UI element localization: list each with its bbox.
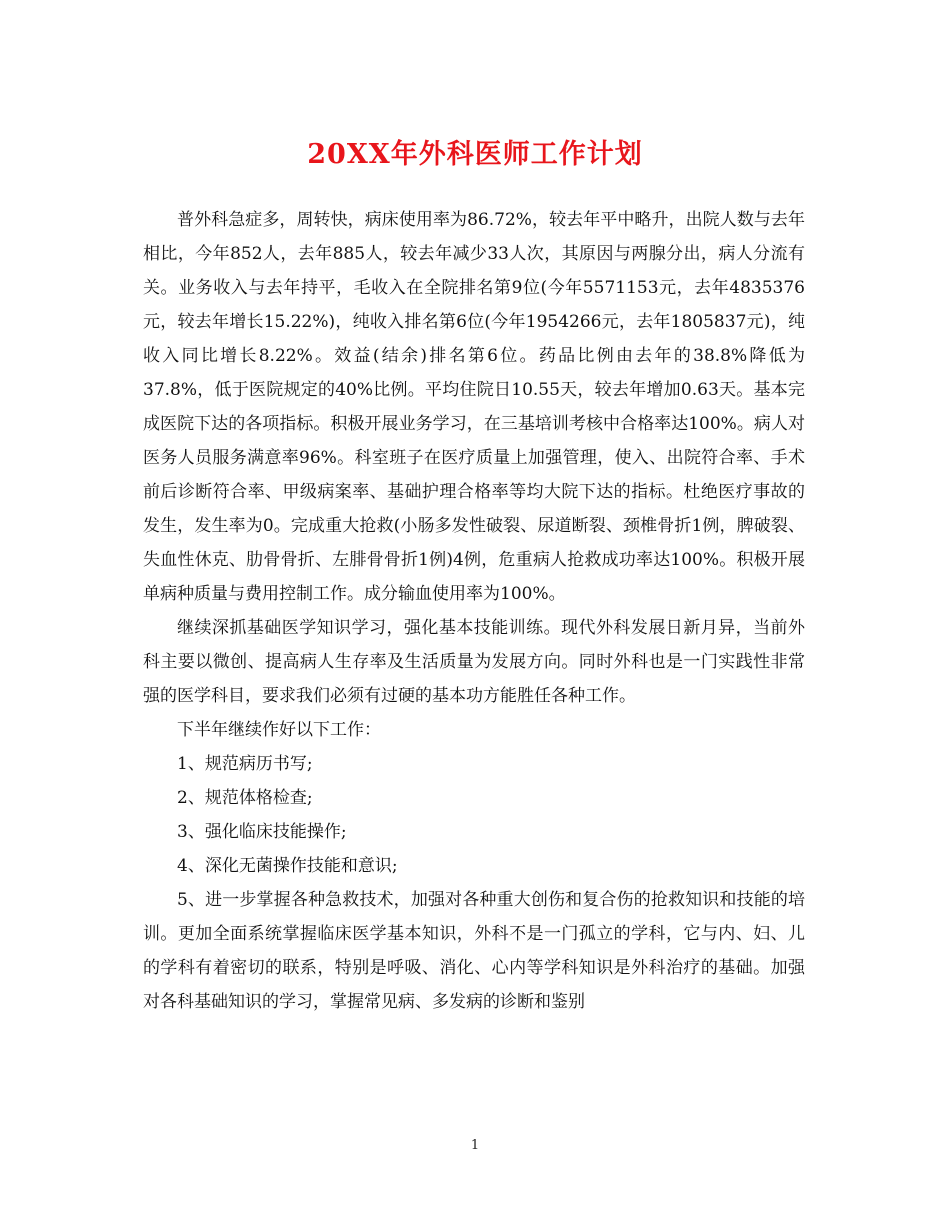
paragraph-performance-summary: 普外科急症多，周转快，病床使用率为86.72%，较去年平中略升，出院人数与去年相比，今年852人，去年885人，较去年减少33人次，其原因与两腺分出，病人分流有关。业务收入与去年持平，毛收入在全院排名第9位(今年5571153元，去年4835376元，较去年增长15.22%)，纯收入排名第6位(今年1954266元，去年1805837元)，纯收入同比增长8.22%。效益(结余)排名第6位。药品比例由去年的38.8%降低为37.8%，低于医院规定的40%比例。平均住院日10.55天，较去年增加0.63天。基本完成医院下达的各项指标。积极开展业务学习，在三基培训考核中合格率达100%。病人对医务人员服务满意率96%。科室班子在医疗质量上加强管理，使入、出院符合率、手术前后诊断符合率、甲级病案率、基础护理合格率等均大院下达的指标。杜绝医疗事故的发生，发生率为0。完成重大抢救(小肠多发性破裂、尿道断裂、颈椎骨折1例，脾破裂、失血性休克、肋骨骨折、左腓骨骨折1例)4例，危重病人抢救成功率达100%。积极开展单病种质量与费用控制工作。成分输血使用率为100%。: [143, 210, 805, 604]
list-item-3: 3、强化临床技能操作;: [177, 822, 347, 842]
list-item-4: 4、深化无菌操作技能和意识;: [177, 856, 398, 876]
document-body: [143, 203, 805, 1019]
document-title: 20XX年外科医师工作计划: [307, 139, 643, 170]
paragraph-basic-skills: 继续深抓基础医学知识学习，强化基本技能训练。现代外科发展日新月异，当前外科主要以微创、提高病人生存率及生活质量为发展方向。同时外科也是一门实践性非常强的医学科目，要求我们必须有过硬的基本功方能胜任各种工作。: [143, 618, 805, 706]
list-item-2: 2、规范体格检查;: [177, 788, 313, 808]
list-item-5: 5、进一步掌握各种急救技术，加强对各种重大创伤和复合伤的抢救知识和技能的培训。更加全面系统掌握临床医学基本知识，外科不是一门孤立的学科，它与内、妇、儿的学科有着密切的联系，特别是呼吸、消化、心内等学科知识是外科治疗的基础。加强对各科基础知识的学习，掌握常见病、多发病的诊断和鉴别: [143, 890, 805, 1012]
paragraph-plan-intro: 下半年继续作好以下工作：: [177, 720, 381, 740]
page-number: 1: [470, 1138, 480, 1153]
list-item-1: 1、规范病历书写;: [177, 754, 313, 774]
